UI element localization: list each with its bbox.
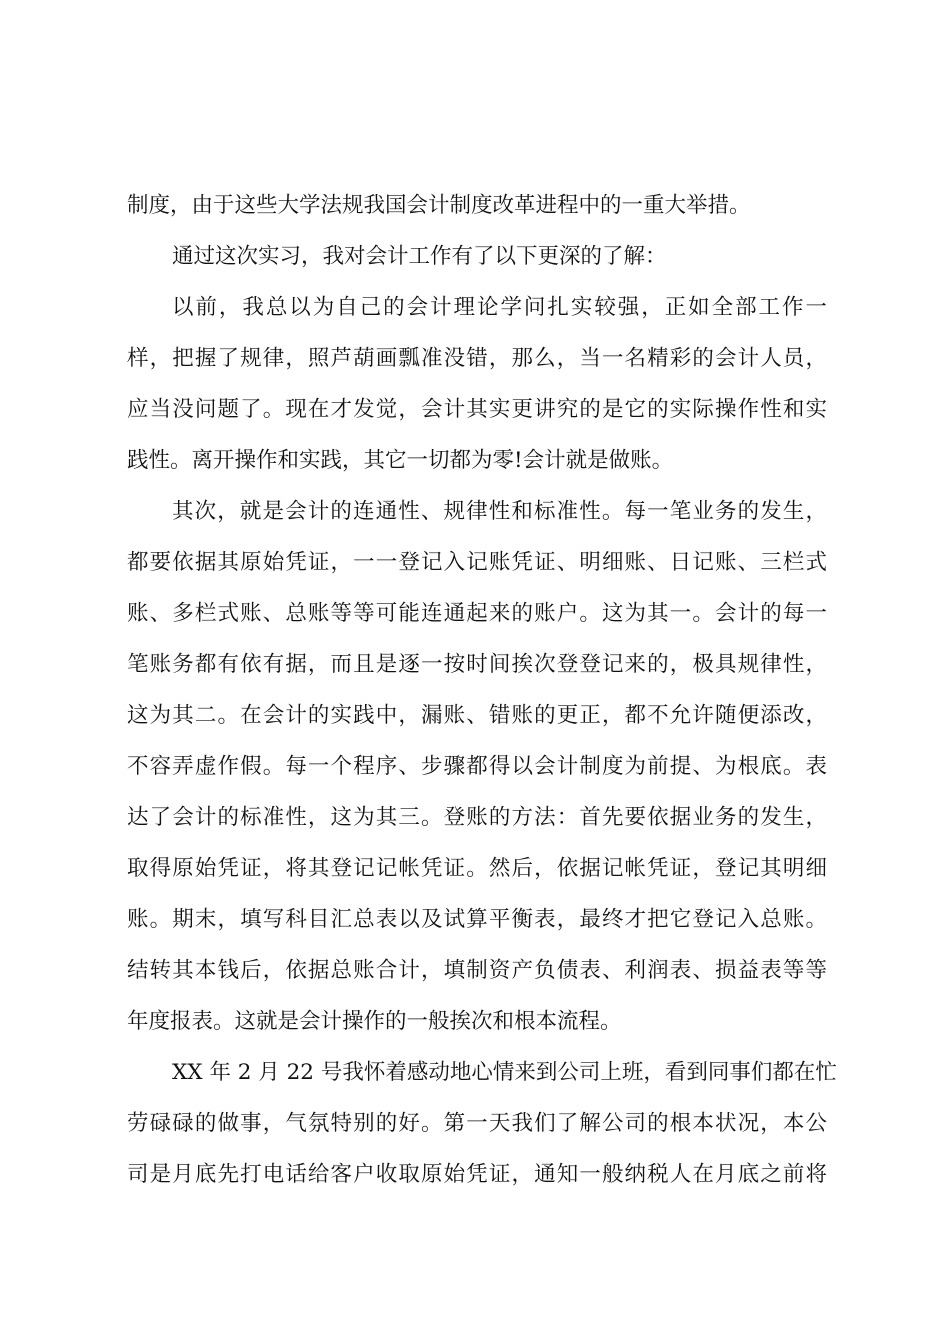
text-line: 达了会计的标准性，这为其三。登账的方法：首先要依据业务的发生， [127, 805, 827, 830]
text-line: 这为其二。在会计的实践中，漏账、错账的更正，都不允许随便添改， [127, 703, 827, 728]
text-line: XX 年 2 月 22 号我怀着感动地心情来到公司上班，看到同事们都在忙 [172, 1060, 837, 1085]
text-line: 不容弄虚作假。每一个程序、步骤都得以会计制度为前提、为根底。表 [127, 754, 827, 779]
text-line: 都要依据其原始凭证，一一登记入记账凭证、明细账、日记账、三栏式 [127, 550, 827, 575]
text-line: 践性。离开操作和实践，其它一切都为零!会计就是做账。 [127, 448, 674, 473]
text-line: 司是月底先打电话给客户收取原始凭证，通知一般纳税人在月底之前将 [127, 1162, 827, 1187]
text-line: 账、多栏式账、总账等等可能连通起来的账户。这为其一。会计的每一 [127, 601, 827, 626]
text-line: 取得原始凭证，将其登记记帐凭证。然后，依据记帐凭证，登记其明细 [127, 856, 827, 881]
text-line: 样，把握了规律，照芦葫画瓢准没错，那么，当一名精彩的会计人员， [127, 346, 827, 371]
text-line: 应当没问题了。现在才发觉，会计其实更讲究的是它的实际操作性和实 [127, 397, 827, 422]
text-line: 以前，我总以为自己的会计理论学问扎实较强，正如全部工作一 [172, 295, 827, 320]
text-line: 结转其本钱后，依据总账合计，填制资产负债表、利润表、损益表等等 [127, 958, 827, 983]
text-line: 通过这次实习，我对会计工作有了以下更深的了解： [172, 244, 667, 269]
text-line: 制度，由于这些大学法规我国会计制度改革进程中的一重大举措。 [127, 193, 751, 218]
text-line: 笔账务都有依有据，而且是逐一按时间挨次登登记来的，极具规律性， [127, 652, 827, 677]
text-line: 劳碌碌的做事，气氛特别的好。第一天我们了解公司的根本状况，本公 [127, 1111, 827, 1136]
text-line: 账。期末，填写科目汇总表以及试算平衡表，最终才把它登记入总账。 [127, 907, 827, 932]
text-line: 年度报表。这就是会计操作的一般挨次和根本流程。 [127, 1009, 622, 1034]
text-line: 其次，就是会计的连通性、规律性和标准性。每一笔业务的发生， [172, 499, 827, 524]
